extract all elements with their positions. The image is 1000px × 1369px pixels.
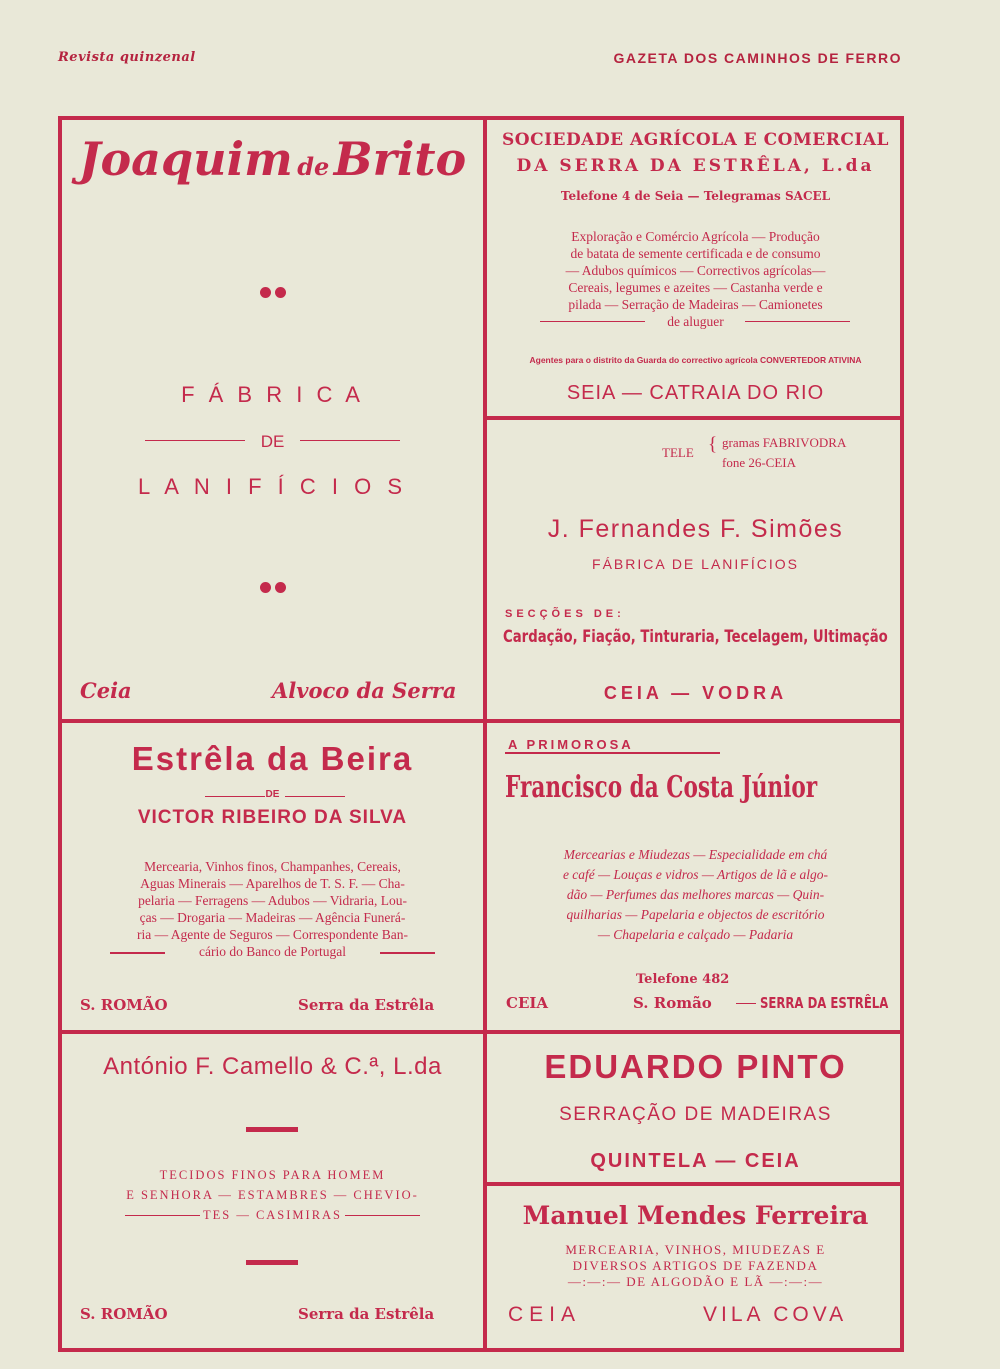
ad8-name: Manuel Mendes Ferreira [522,1201,869,1230]
ad1-title: Joaquim de Brito [78,132,467,186]
ad3-list: Cardação, Fiação, Tinturaria, Tecelagem, Ultimação [503,627,888,647]
ad3-sub: FÁBRICA DE LANIFÍCIOS [592,556,799,572]
header-right: GAZETA DOS CAMINHOS DE FERRO [613,50,902,66]
ad4-right: Serra da Estrêla [298,996,435,1014]
rule [540,321,645,322]
ad2-place: SEIA — CATRAIA DO RIO [566,382,825,404]
ad2-title1: SOCIEDADE AGRÍCOLA E COMERCIAL [501,130,889,150]
ornament-bar [246,1127,298,1132]
rule [345,1215,420,1216]
divider-h3 [58,1030,904,1034]
ad8-body: MERCEARIA, VINHOS, MIUDEZAS E DIVERSOS ARTIGOS DE FAZENDA —:—:— DE ALGODÃO E LÃ —:—:— [565,1242,826,1289]
divider-h1-right [487,416,904,420]
ad4-title: Estrêla da Beira [131,740,414,777]
ad5-pre: A PRIMOROSA [508,737,634,752]
ad6-name: António F. Camello & C.ª, L.da [103,1053,442,1080]
ad1-line3: L A N I F Í C I O S [137,474,407,499]
ad2-agents: Agentes para o distrito da Guarda do correctivo agrícola CONVERTEDOR ATIVINA [529,355,862,365]
ornament-dots [62,285,483,303]
rule [380,952,435,954]
ad5-body: Mercearias e Miudezas — Especialidade em chá e café — Louças e vidros — Artigos de lã e algo- dão — Perfumes das melhores marcas — Quin- quilharias — Papelaria e objectos de escritório — Chapelaria e calçado — Padaria [562,847,829,942]
ad7-place: QUINTELA — CEIA [590,1150,801,1172]
ad1-line1: F Á B R I C A [181,382,364,407]
ornament-bar [246,1260,298,1265]
ad3-gramas: gramas FABRIVODRA [722,435,847,450]
rule [736,1003,756,1004]
divider-h2 [58,719,904,723]
ad3-fone: fone 26-CEIA [722,455,797,470]
ad6-body: TECIDOS FINOS PARA HOMEM E SENHORA — ESTAMBRES — CHEVIO- TES — CASIMIRAS [126,1168,419,1222]
ad4-body: Mercearia, Vinhos finos, Champanhes, Cereais, Aguas Minerais — Aparelhos de T. S. F. — Cha- pelaria — Ferragens — Adubos — Vidraria, Lou- ças — Drogaria — Madeiras — Agência Funerá- ria — Agente de Seguros — Correspondente Ban- cário do Banco de Portugal [136,859,409,959]
ad1-right: Alvoco da Serra [272,678,457,703]
ad4-de: DE [265,789,280,800]
ad5-name: Francisco da Costa Júnior [505,770,818,805]
rule [505,752,720,754]
ad7-name: EDUARDO PINTO [544,1048,847,1085]
ad7-sub: SERRAÇÃO DE MADEIRAS [559,1104,832,1125]
ad8-left: CEIA [508,1303,582,1326]
brace: { [708,434,718,455]
rule [745,321,850,322]
ad1-left: Ceia [80,678,132,703]
ad3-tele: TELE [662,445,694,460]
ad3-name: J. Fernandes F. Simões [547,515,844,543]
ad5-right: SERRA DA ESTRÊLA [760,994,889,1012]
ad3-place: CEIA — VODRA [603,683,788,703]
ad4-owner: VICTOR RIBEIRO DA SILVA [137,807,408,828]
ad3-sections: SECÇÕES DE: [505,608,625,620]
ad2-body: Exploração e Comércio Agrícola — Produção de batata de semente certificada e de consumo — Adubos químicos — Correctivos agrícolas— Cereais, legumes e azeites — Castanha verde e pilada — Serração de Madeiras — Camionetes de aluguer [565,229,826,329]
ad1-line2: DE [260,432,285,451]
rule [125,1215,200,1216]
ad5-mid: S. Romão [633,994,712,1012]
header-left: Revista quinzenal [58,50,196,65]
rule [110,952,165,954]
ad5-left: CEIA [506,994,549,1012]
ad2-phone: Telefone 4 de Seia — Telegramas SACEL [560,189,831,203]
ad2-title2: DA SERRA DA ESTRÊLA, L.da [516,156,875,176]
ad8-right: VILA COVA [703,1303,848,1326]
ad6-right: Serra da Estrêla [298,1305,435,1323]
ornament-dots [62,580,483,598]
divider-h4-right [487,1182,904,1186]
ad6-left: S. ROMÃO [80,1305,168,1323]
ad4-left: S. ROMÃO [80,996,168,1014]
ad5-phone: Telefone 482 [636,972,730,987]
